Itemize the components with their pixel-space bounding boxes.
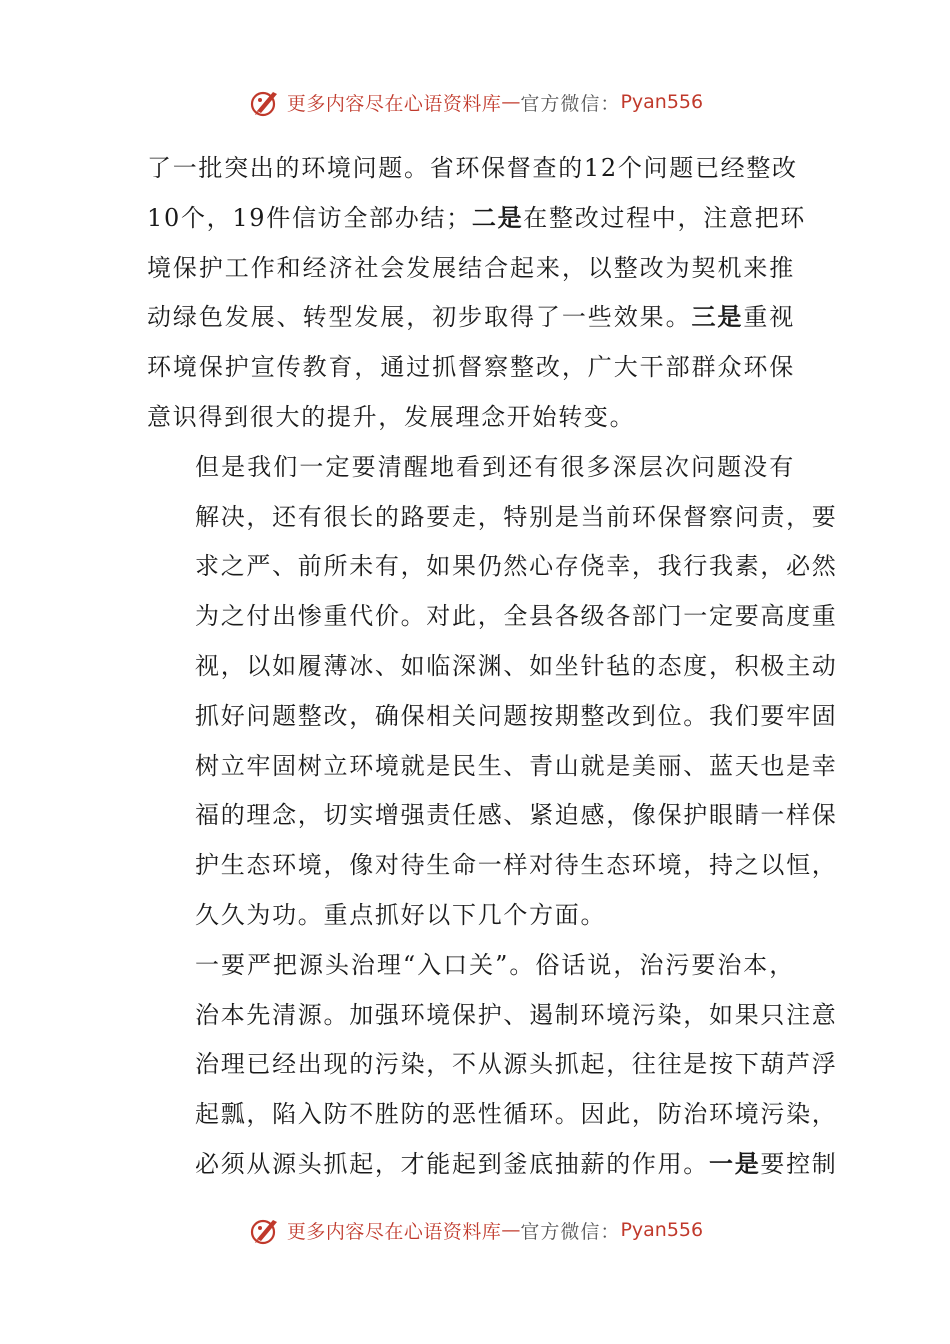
text-segment: 求之严、前所未有，如果仍然心存侥幸，我行我素，必然 (195, 552, 838, 581)
banner-wechat-id: Pyan556 (620, 91, 704, 113)
text-line (147, 293, 795, 343)
text-line (147, 493, 838, 543)
text-segment: 治理已经出现的污染，不从源头抓起，往往是按下葫芦浮 (195, 1050, 838, 1079)
text-line (147, 941, 795, 991)
text-segment: 福的理念，切实增强责任感、紧迫感，像保护眼睛一样保 (195, 801, 838, 830)
pen-logo-icon (247, 1212, 283, 1248)
text-segment: 为之付出惨重代价。对此，全县各级各部门一定要高度重 (195, 602, 838, 631)
text-segment: 视，以如履薄冰、如临深渊、如坐针毡的态度，积极主动 (195, 651, 838, 680)
footer-watermark-banner (0, 1210, 950, 1250)
text-line (147, 1040, 838, 1090)
text-line (147, 343, 795, 393)
pen-logo-icon (247, 84, 283, 120)
text-line (147, 841, 838, 891)
text-line (147, 791, 838, 841)
text-line (147, 642, 838, 692)
paragraph (147, 144, 806, 443)
bold-marker: 三是 (691, 303, 744, 332)
text-line (147, 244, 795, 294)
text-line (147, 1090, 838, 1140)
banner-main-text: 更多内容尽在心语资料库 (286, 1220, 502, 1243)
text-segment: 但是我们一定要清醒地看到还有很多深层次问题没有 (195, 452, 795, 481)
text-line (147, 692, 838, 742)
text-line (147, 592, 838, 642)
text-line (147, 393, 795, 443)
bold-marker: 一是 (709, 1149, 761, 1178)
banner-dash: — (501, 1219, 521, 1241)
text-segment: 治本先清源。加强环境保护、遏制环境污染，如果只注意 (195, 1000, 838, 1029)
text-segment: 树立牢固树立环境就是民生、青山就是美丽、蓝天也是幸 (195, 751, 838, 780)
banner-wechat-label: 官方微信： (520, 1220, 621, 1243)
header-watermark-banner (0, 82, 950, 122)
banner-dash: — (501, 91, 521, 113)
text-line (147, 443, 795, 493)
text-line (147, 1140, 838, 1190)
text-segment: 解决，还有很长的路要走，特别是当前环保督察问责，要 (195, 502, 838, 531)
text-segment: 境保护工作和经济社会发展结合起来，以整改为契机来推 (147, 253, 795, 282)
text-line (147, 742, 838, 792)
text-line (147, 891, 795, 941)
text-segment: 了一批突出的环境问题。省环保督查的12个问题已经整改 (147, 154, 798, 182)
text-segment: 一要严把源头治理“入口关”。俗话说，治污要治本， (195, 950, 795, 979)
text-segment: 环境保护宣传教育，通过抓督察整改，广大干部群众环保 (147, 353, 795, 382)
text-segment: 重视 (743, 303, 795, 332)
text-segment: 起瓢，陷入防不胜防的恶性循环。因此，防治环境污染， (195, 1100, 838, 1129)
bold-marker: 二是 (471, 203, 524, 232)
text-segment: 动绿色发展、转型发展，初步取得了一些效果。 (147, 303, 692, 332)
text-line (147, 144, 798, 194)
text-segment: 在整改过程中，注意把环 (523, 203, 806, 232)
text-segment: 护生态环境，像对待生命一样对待生态环境，持之以恒， (195, 851, 838, 880)
text-segment: 10个，19件信访全部办结； (147, 203, 472, 232)
banner-wechat-id: Pyan556 (620, 1219, 704, 1241)
text-segment: 久久为功。重点抓好以下几个方面。 (195, 900, 607, 929)
text-line (147, 542, 838, 592)
text-line (147, 991, 838, 1041)
document-body (147, 144, 838, 1190)
banner-main-text: 更多内容尽在心语资料库 (286, 92, 502, 115)
text-line (147, 194, 806, 244)
text-segment: 必须从源头抓起，才能起到釜底抽薪的作用。 (195, 1149, 709, 1178)
text-segment: 意识得到很大的提升，发展理念开始转变。 (147, 402, 636, 431)
text-segment: 抓好问题整改，确保相关问题按期整改到位。我们要牢固 (195, 701, 838, 730)
paragraph (147, 941, 838, 1190)
paragraph (147, 443, 838, 941)
text-segment: 要控制 (760, 1149, 838, 1178)
banner-wechat-label: 官方微信： (520, 92, 621, 115)
